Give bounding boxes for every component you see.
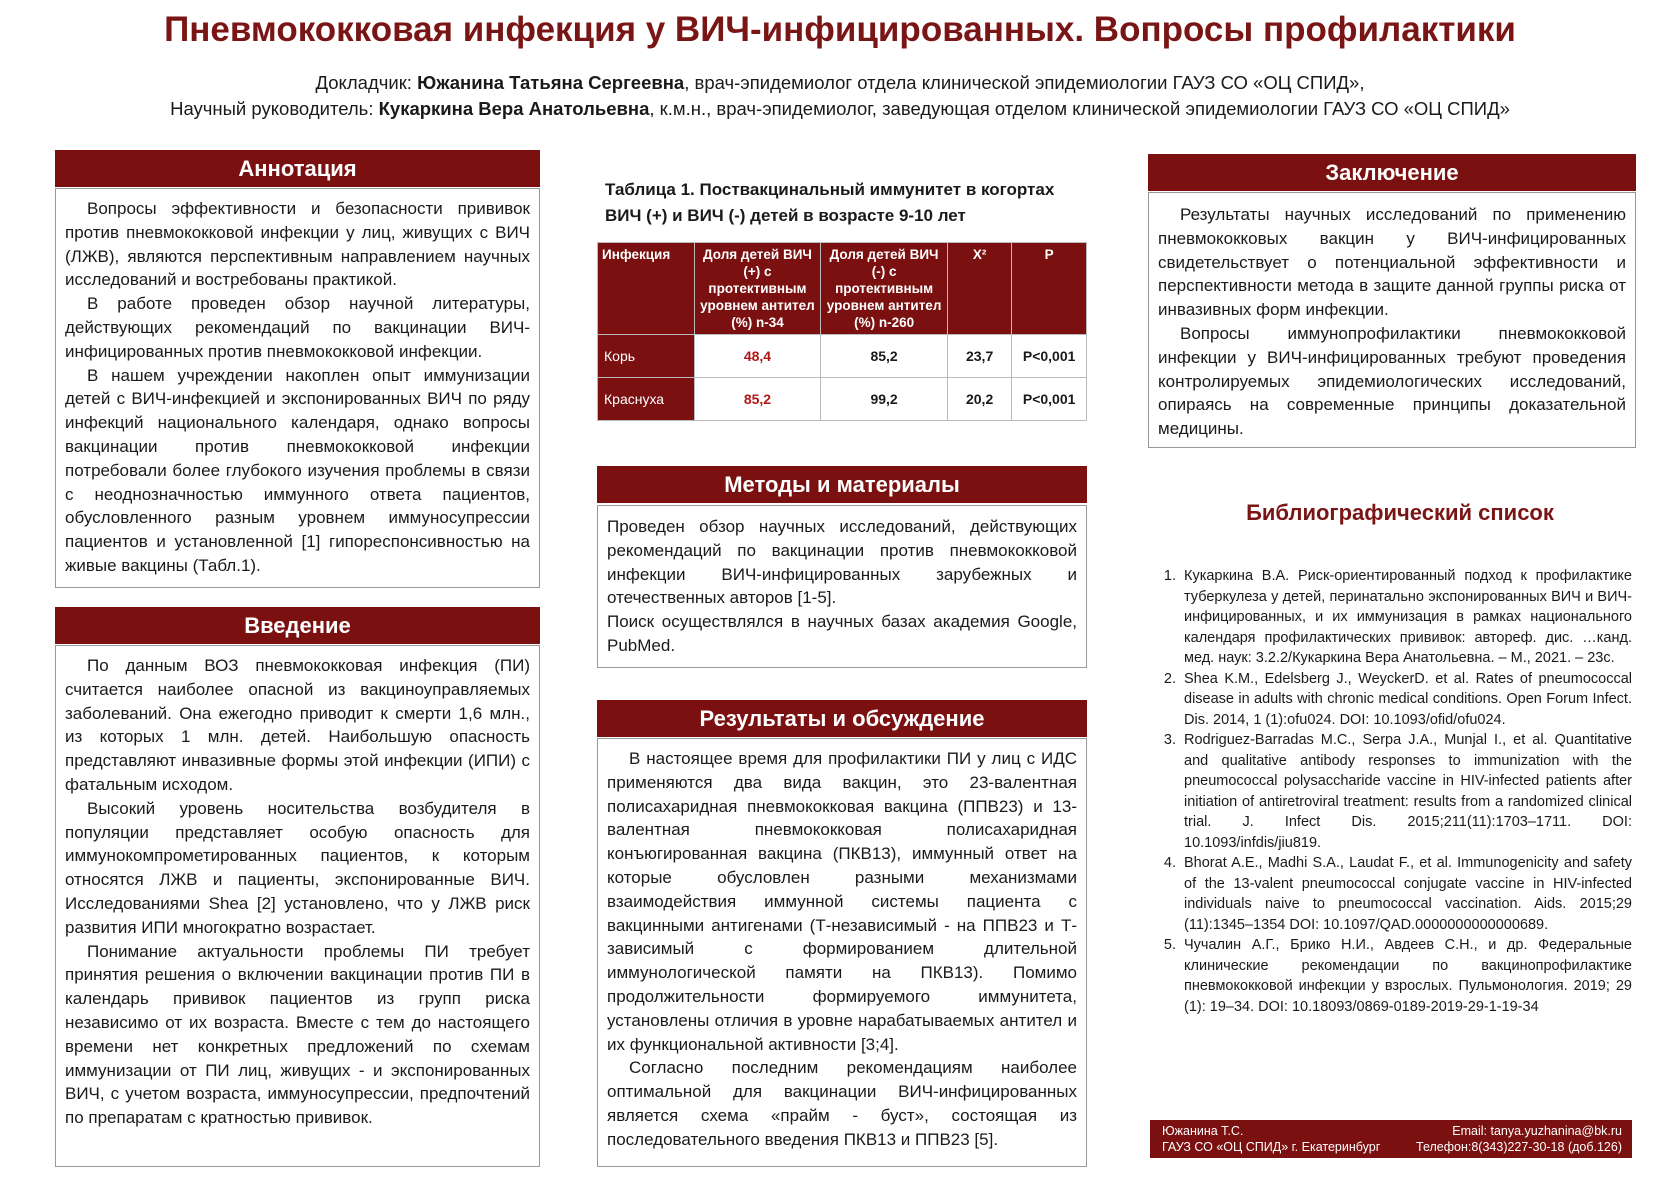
contact-footer — [1150, 1120, 1632, 1158]
conclusion-paragraph: Результаты научных исследований по применению пневмококковых вакцин у ВИЧ-инфицированных свидетельствует о потенциальной эффективности и перспективности метода в защите данной группы риска от инвазивных форм инфекции. — [1158, 205, 1626, 320]
introduction-box — [55, 645, 540, 1167]
supervisor-info: , к.м.н., врач-эпидемиолог, заведующая отделом клинической эпидемиологии ГАУЗ СО «ОЦ СПИД» — [649, 98, 1510, 119]
conclusion-box — [1148, 192, 1636, 448]
bibliography-item: 4. Bhorat A.E., Madhi S.A., Laudat F., et al. Immunogenicity and safety of the 13-valent pneumococcal conjugate vaccine in HIV-infected individuals naive to pneumococcal vaccination. Aids. 2015;29 (11):1345–1354 DOI: 10.1097/QAD.0000000000000689. — [1180, 853, 1632, 935]
annotation-header: Аннотация — [55, 150, 540, 187]
footer-phone: Телефон:8(343)227-30-18 (доб.126) — [1416, 1140, 1622, 1154]
introduction-paragraph: По данным ВОЗ пневмококковая инфекция (ПИ) считается наиболее опасной из вакциноуправляемых заболеваний. Она ежегодно приводит к смерти 1,6 млн., из которых 1 млн. детей. Наибольшую опасность представляют инвазивные формы этой инфекции (ИПИ) с фатальным исходом. — [65, 656, 530, 794]
results-paragraph: В настоящее время для профилактики ПИ у лиц с ИДС применяются два вида вакцин, это 23-валентная полисахаридная пневмококковая вакцина (ППВ23) и 13-валентная пневмококковая полисахаридная конъюгированная вакцина (ПКВ13), иммунный ответ на которые обусловлен разными механизмами взаимодействия иммунной системы пациента с вакцинными антигенами (Т-независимый - на ППВ23 и Т-зависимый с формированием длительной иммунологической памяти на ПКВ13). Помимо продолжительности формируемого иммунитета, установлены отличия в уровне нарабатываемых антител и их функциональной активности [3;4]. — [607, 749, 1077, 1054]
speaker-name: Южанина Татьяна Сергеевна — [417, 72, 685, 93]
methods-paragraph: Проведен обзор научных исследований, действующих рекомендаций по вакцинации против пневмококковой инфекции ВИЧ-инфицированных зарубежных и отечественных авторов [1-5]. — [607, 517, 1077, 608]
footer-email: Email: tanya.yuzhanina@bk.ru — [1452, 1124, 1622, 1138]
conclusion-paragraph: Вопросы иммунопрофилактики пневмококковой инфекции у ВИЧ-инфицированных требуют проведения контролируемых эпидемиологических исследований, опираясь на современные принципы доказательной медицины. — [1158, 323, 1626, 439]
table-header-cell: X² — [947, 243, 1011, 335]
table-cell: 99,2 — [821, 378, 948, 421]
supervisor-prefix: Научный руководитель: — [170, 98, 379, 119]
table-cell: 85,2 — [821, 335, 948, 378]
table-caption: Таблица 1. Поствакцинальный иммунитет в когортах ВИЧ (+) и ВИЧ (-) детей в возрасте 9-10 лет — [605, 180, 1055, 225]
immunity-table — [597, 242, 1087, 421]
methods-header: Методы и материалы — [597, 466, 1087, 503]
methods-box — [597, 505, 1087, 668]
bibliography-item: 5. Чучалин А.Г., Брико Н.И., Авдеев С.Н., и др. Федеральные клинические рекомендации по вакцинопрофилактике пневмококковой инфекции у взрослых. Пульмонология. 2019; 29 (1): 19–34. DOI: 10.18093/0869-0189-2019-29-1-19-34 — [1180, 935, 1632, 1017]
speaker-info: , врач-эпидемиолог отдела клинической эпидемиологии ГАУЗ СО «ОЦ СПИД», — [684, 72, 1365, 93]
introduction-paragraph: Высокий уровень носительства возбудителя в популяции представляет особую опасность для иммунокомпрометированных пациентов, к которым относятся ЛЖВ и пациенты, экспонированные ВИЧ. Исследованиями Shea [2] установлено, что у ЛЖВ риск развития ИПИ многократно возрастает. — [65, 798, 530, 937]
introduction-paragraph: Понимание актуальности проблемы ПИ требует принятия решения о включении вакцинации против ПИ в календарь прививок пациентов из групп риска независимо от их возраста. Вместе с тем до настоящего времени нет конкретных предложений по схемам иммунизации от ПИ лиц, живущих - и экспонированных ВИЧ, с учетом возраста, иммуносупрессии, предпочтений по препаратам с кратностью прививок. — [65, 941, 530, 1128]
results-header: Результаты и обсуждение — [597, 700, 1087, 737]
table-cell: Краснуха — [598, 378, 695, 421]
annotation-paragraph: В работе проведен обзор научной литературы, действующих рекомендаций по вакцинации ВИЧ-инфицированных против пневмококковой инфекции. — [65, 294, 530, 361]
bibliography-item: 3. Rodriguez-Barradas M.C., Serpa J.A., Munjal I., et al. Quantitative and qualitative antibody responses to immunization with the pneumococcal polysaccharide vaccine in HIV-infected patients after initiation of antiretroviral treatment: results from a randomized clinical trial. J. Infect Dis. 2015;211(11):1703–1711. DOI: 10.1093/infdis/jiu819. — [1180, 730, 1632, 853]
table-header-row — [598, 243, 1087, 335]
table-header-cell: P — [1012, 243, 1087, 335]
methods-paragraph: Поиск осуществлялся в научных базах академия Google, PubMed. — [607, 612, 1077, 655]
table-header-cell: Доля детей ВИЧ (-) с протективным уровнем антител (%) n-260 — [821, 243, 948, 335]
results-box — [597, 738, 1087, 1167]
footer-org: ГАУЗ СО «ОЦ СПИД» г. Екатеринбург — [1162, 1140, 1381, 1154]
table-header-cell: Инфекция — [598, 243, 695, 335]
bibliography-item: 2. Shea K.M., Edelsberg J., WeyckerD. et al. Rates of pneumococcal disease in adults with chronic medical conditions. Open Forum Infect. Dis. 2014, 1 (1):ofu024. DOI: 10.1093/ofid/ofu024. — [1180, 669, 1632, 731]
bibliography-item: 1. Кукаркина В.А. Риск-ориентированный подход к профилактике туберкулеза у детей, перинатально экспонированных ВИЧ и ВИЧ-инфицированных, и их иммунизация в рамках национального календаря профилактических прививок: автореф. дис. …канд. мед. наук: 3.2.2/Кукаркина Вера Анатольевна. – М., 2021. – 23с. — [1180, 566, 1632, 669]
bibliography-title: Библиографический список — [1246, 500, 1554, 525]
conclusion-header: Заключение — [1148, 154, 1636, 191]
table-row — [598, 335, 1087, 378]
table-cell: Корь — [598, 335, 695, 378]
poster-title: Пневмококковая инфекция у ВИЧ-инфицированных. Вопросы профилактики — [164, 10, 1516, 49]
bibliography-list — [1150, 566, 1632, 1017]
table-header-cell: Доля детей ВИЧ (+) с протективным уровнем антител (%) n-34 — [694, 243, 821, 335]
speaker-prefix: Докладчик: — [315, 72, 418, 93]
annotation-paragraph: Вопросы эффективности и безопасности прививок против пневмококковой инфекции у лиц, живущих с ВИЧ (ЛЖВ), являются перспективным направлением научных исследований и востребованы практикой. — [65, 199, 530, 290]
table-row — [598, 378, 1087, 421]
table-cell: 20,2 — [947, 378, 1011, 421]
introduction-header: Введение — [55, 607, 540, 644]
table-cell: 48,4 — [694, 335, 821, 378]
table-cell: 23,7 — [947, 335, 1011, 378]
annotation-box — [55, 188, 540, 588]
results-paragraph: Согласно последним рекомендациям наиболее оптимальной для вакцинации ВИЧ-инфицированных является схема «прайм - буст», состоящая из последовательного введения ПКВ13 и ППВ23 [5]. — [607, 1058, 1077, 1149]
annotation-paragraph: В нашем учреждении накоплен опыт иммунизации детей с ВИЧ-инфекцией и экспонированных ВИЧ по ряду инфекций национального календаря, однако вопросы вакцинации против пневмококковой инфекции потребовали более глубокого изучения проблемы в связи с неоднозначностью иммунного ответа пациентов, обусловленного разным уровнем иммуносупрессии пациентов и установленной [1] гипореспонсивностью на живые вакцины (Табл.1). — [65, 365, 530, 575]
supervisor-name: Кукаркина Вера Анатольевна — [378, 98, 650, 119]
table-cell: P<0,001 — [1012, 335, 1087, 378]
authors-block — [170, 70, 1510, 122]
table-cell: 85,2 — [694, 378, 821, 421]
footer-name: Южанина Т.С. — [1162, 1124, 1244, 1138]
table-cell: P<0,001 — [1012, 378, 1087, 421]
